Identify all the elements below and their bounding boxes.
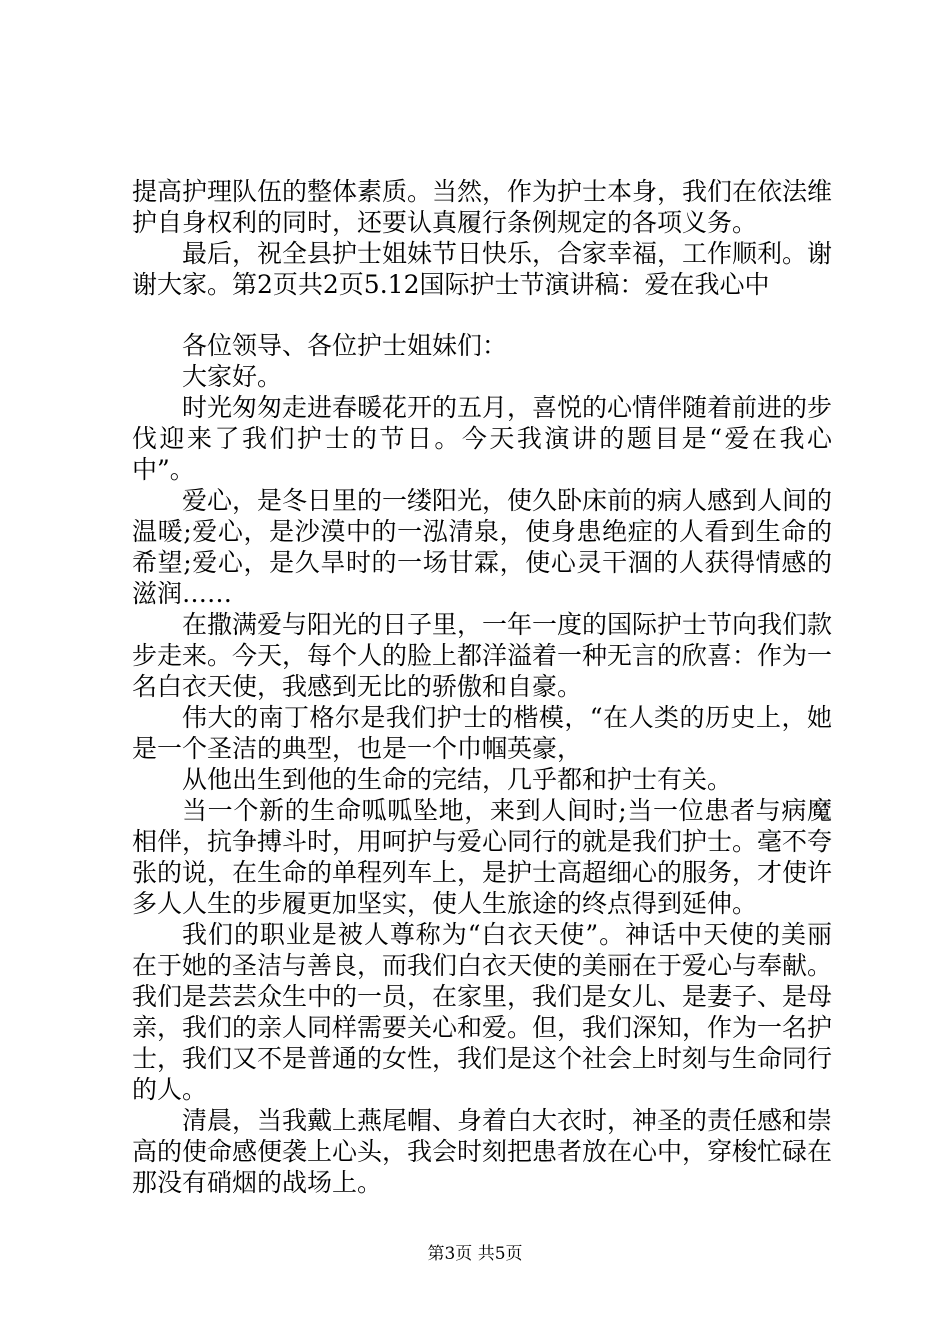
greeting: 大家好。 xyxy=(182,362,283,391)
paragraph: 从他出生到他的生命的完结，几乎都和护士有关。 xyxy=(182,765,733,794)
paragraph: 时光匆匆走进春暖花开的五月，喜悦的心情伴随着前进的步伐迎来了我们护士的节日。今天我演讲的题目是“爱在我心中”。 xyxy=(132,393,833,484)
paragraph: 在撒满爱与阳光的日子里，一年一度的国际护士节向我们款步走来。今天，每个人的脸上都洋溢着一种无言的欣喜：作为一名白衣天使，我感到无比的骄傲和自豪。 xyxy=(132,610,833,701)
page-footer: 第3页 共5页 xyxy=(427,1244,523,1264)
paragraph: 提高护理队伍的整体素质。当然，作为护士本身，我们在依法维护自身权利的同时，还要认真履行条例规定的各项义务。 xyxy=(132,177,833,237)
paragraph: 伟大的南丁格尔是我们护士的楷模，“在人类的历史上，她是一个圣洁的典型，也是一个巾帼英豪， xyxy=(132,703,832,763)
salutation: 各位领导、各位护士姐妹们： xyxy=(182,331,508,360)
paragraph: 我们的职业是被人尊称为“白衣天使”。神话中天使的美丽在于她的圣洁与善良，而我们白衣天使的美丽在于爱心与奉献。我们是芸芸众生中的一员，在家里，我们是女儿、是妻子、是母亲，我们的亲人同样需要关心和爱。但，我们深知，作为一名护士，我们又不是普通的女性，我们是这个社会上时刻与生命同行的人。 xyxy=(132,920,833,1104)
speech-body xyxy=(132,330,832,1198)
paragraph: 当一个新的生命呱呱坠地，来到人间时;当一位患者与病魔相伴，抗争搏斗时，用呵护与爱心同行的就是我们护士。毫不夸张的说，在生命的单程列车上，是护士高超细心的服务，才使许多人人生的步履更加坚实，使人生旅途的终点得到延伸。 xyxy=(132,796,833,918)
continued-text-block xyxy=(132,176,832,300)
paragraph: 最后，祝全县护士姐妹节日快乐，合家幸福，工作顺利。谢谢大家。第2页共2页5.12国际护士节演讲稿：爱在我心中 xyxy=(132,239,833,299)
paragraph: 爱心，是冬日里的一缕阳光，使久卧床前的病人感到人间的温暖;爱心，是沙漠中的一泓清泉，使身患绝症的人看到生命的希望;爱心，是久旱时的一场甘霖，使心灵干涸的人获得情感的滋润…… xyxy=(132,486,833,608)
paragraph: 清晨，当我戴上燕尾帽、身着白大衣时，神圣的责任感和崇高的使命感便袭上心头，我会时刻把患者放在心中，穿梭忙碌在那没有硝烟的战场上。 xyxy=(132,1106,833,1197)
